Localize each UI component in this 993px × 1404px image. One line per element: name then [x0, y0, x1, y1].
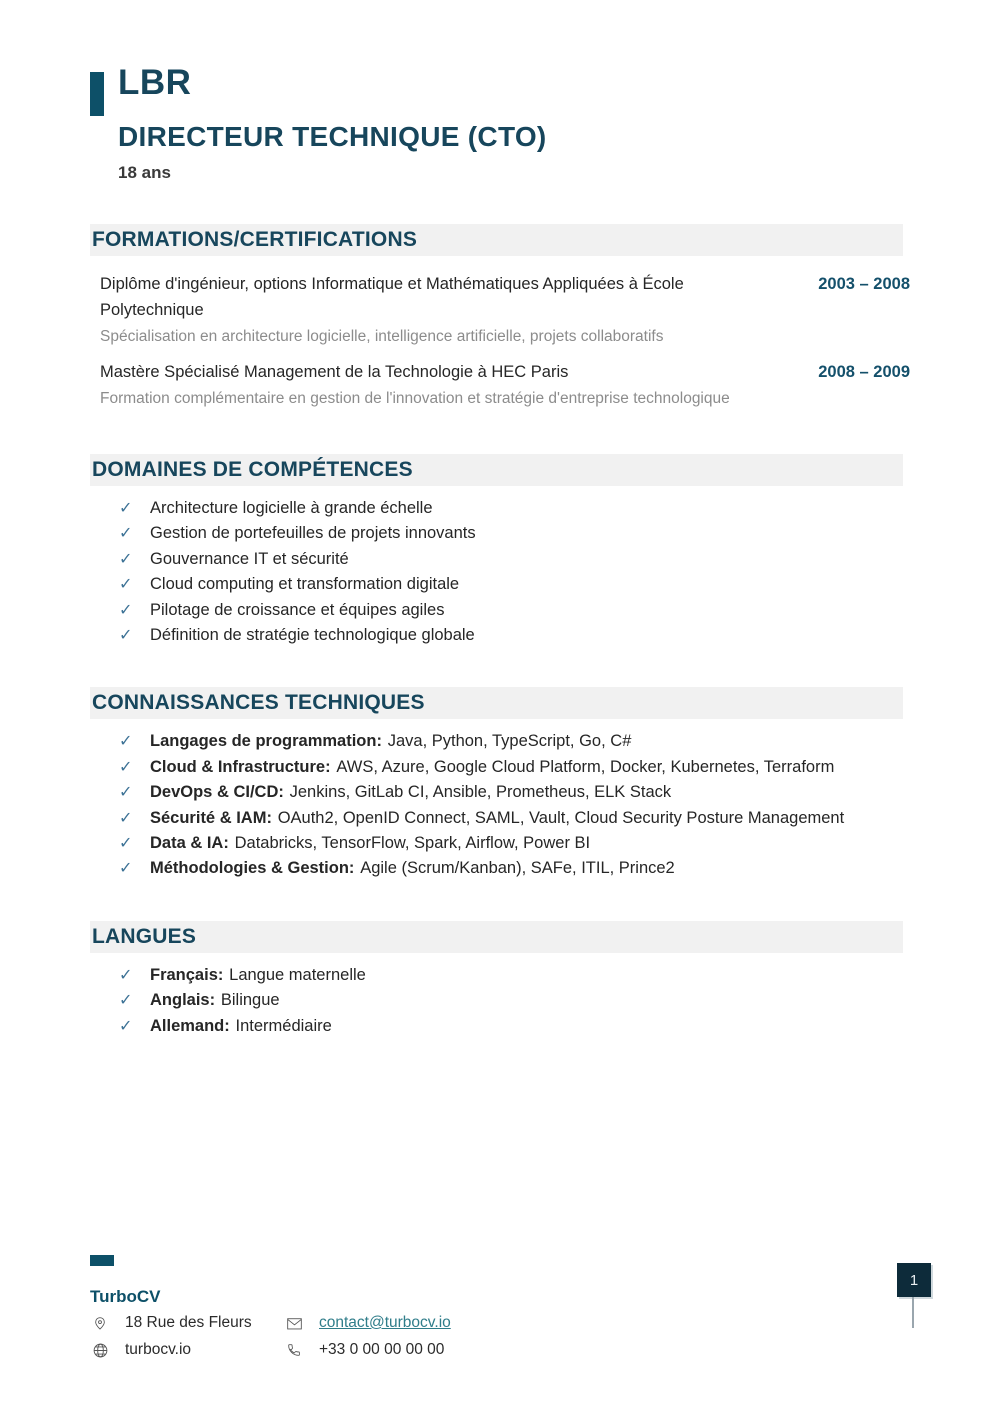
skill-item: ✓ DevOps & CI/CD: Jenkins, GitLab CI, Ansible, Prometheus, ELK Stack [90, 780, 920, 805]
email-link[interactable]: contact@turbocv.io [319, 1314, 451, 1331]
degree-description: Spécialisation en architecture logicielle, intelligence artificielle, projets collaboratifs [100, 328, 664, 345]
check-icon: ✓ [119, 550, 133, 568]
skill-item: ✓ Méthodologies & Gestion: Agile (Scrum/Kanban), SAFe, ITIL, Prince2 [90, 856, 920, 881]
contact-website [92, 1341, 286, 1359]
check-icon: ✓ [119, 627, 133, 645]
language-item: ✓ Français: Langue maternelle [90, 963, 920, 988]
language-item: ✓ Allemand: Intermédiaire [90, 1014, 920, 1039]
check-icon: ✓ [119, 860, 133, 878]
envelope-icon [286, 1316, 319, 1331]
check-icon: ✓ [119, 966, 133, 984]
check-icon: ✓ [119, 784, 133, 802]
competence-item: ✓ Architecture logicielle à grande échelle [90, 496, 920, 521]
skill-item: ✓ Sécurité & IAM: OAuth2, OpenID Connect, SAML, Vault, Cloud Security Posture Management [90, 806, 920, 831]
check-icon: ✓ [119, 601, 133, 619]
website-text: turbocv.io [125, 1341, 192, 1358]
check-icon: ✓ [119, 733, 133, 751]
page-number-line [912, 1297, 914, 1328]
check-icon: ✓ [119, 1017, 133, 1035]
check-icon: ✓ [119, 992, 133, 1010]
education-entry [100, 359, 910, 409]
location-pin-icon [92, 1315, 125, 1331]
header-accent-bar [90, 72, 104, 116]
footer-accent-rect [90, 1255, 114, 1266]
check-icon: ✓ [119, 809, 133, 827]
degree-title: Mastère Spécialisé Management de la Technologie à HEC Paris [100, 363, 569, 381]
section-heading-langues: LANGUES [90, 921, 903, 953]
competence-item: ✓ Gouvernance IT et sécurité [90, 547, 920, 572]
competence-item: ✓ Définition de stratégie technologique globale [90, 623, 920, 648]
contact-email [286, 1314, 656, 1332]
technical-skills-list [90, 729, 920, 881]
contact-info [92, 1314, 656, 1359]
language-item: ✓ Anglais: Bilingue [90, 988, 920, 1013]
competence-item: ✓ Pilotage de croissance et équipes agiles [90, 598, 920, 623]
education-entry [100, 271, 910, 347]
contact-address [92, 1314, 286, 1332]
skill-item: ✓ Data & IA: Databricks, TensorFlow, Spark, Airflow, Power BI [90, 831, 920, 856]
formations-entries [90, 256, 910, 409]
competence-item: ✓ Cloud computing et transformation digitale [90, 572, 920, 597]
competences-list [90, 496, 920, 648]
skill-item: ✓ Cloud & Infrastructure: AWS, Azure, Google Cloud Platform, Docker, Kubernetes, Terraform [90, 755, 920, 780]
degree-title: Diplôme d'ingénieur, options Informatique et Mathématiques Appliquées à École Polytechnique [100, 275, 684, 319]
phone-text: +33 0 00 00 00 00 [319, 1341, 445, 1358]
languages-list [90, 963, 920, 1039]
globe-icon [92, 1342, 125, 1359]
candidate-initials: LBR [118, 63, 192, 102]
check-icon: ✓ [119, 835, 133, 853]
competence-item: ✓ Gestion de portefeuilles de projets innovants [90, 521, 920, 546]
job-title: DIRECTEUR TECHNIQUE (CTO) [118, 121, 547, 152]
section-heading-formations: FORMATIONS/CERTIFICATIONS [90, 224, 903, 256]
section-heading-domaines: DOMAINES DE COMPÉTENCES [90, 454, 903, 486]
page-number-badge [897, 1263, 931, 1297]
cv-content [90, 224, 920, 1039]
page-number: 1 [909, 1271, 919, 1289]
check-icon: ✓ [119, 500, 133, 517]
section-heading-connaissances: CONNAISSANCES TECHNIQUES [90, 687, 903, 719]
check-icon: ✓ [119, 525, 133, 543]
check-icon: ✓ [119, 758, 133, 776]
experience-years: 18 ans [118, 163, 171, 182]
skill-item: ✓ Langages de programmation: Java, Python, TypeScript, Go, C# [90, 729, 920, 754]
address-text: 18 Rue des Fleurs [125, 1314, 252, 1331]
degree-description: Formation complémentaire en gestion de l'innovation et stratégie d'entreprise technologique [100, 390, 730, 407]
phone-icon [286, 1342, 319, 1358]
check-icon: ✓ [119, 576, 133, 594]
degree-dates: 2008 – 2009 [818, 363, 910, 381]
brand-name: TurboCV [90, 1287, 161, 1306]
degree-dates: 2003 – 2008 [818, 275, 910, 293]
contact-phone [286, 1341, 656, 1359]
